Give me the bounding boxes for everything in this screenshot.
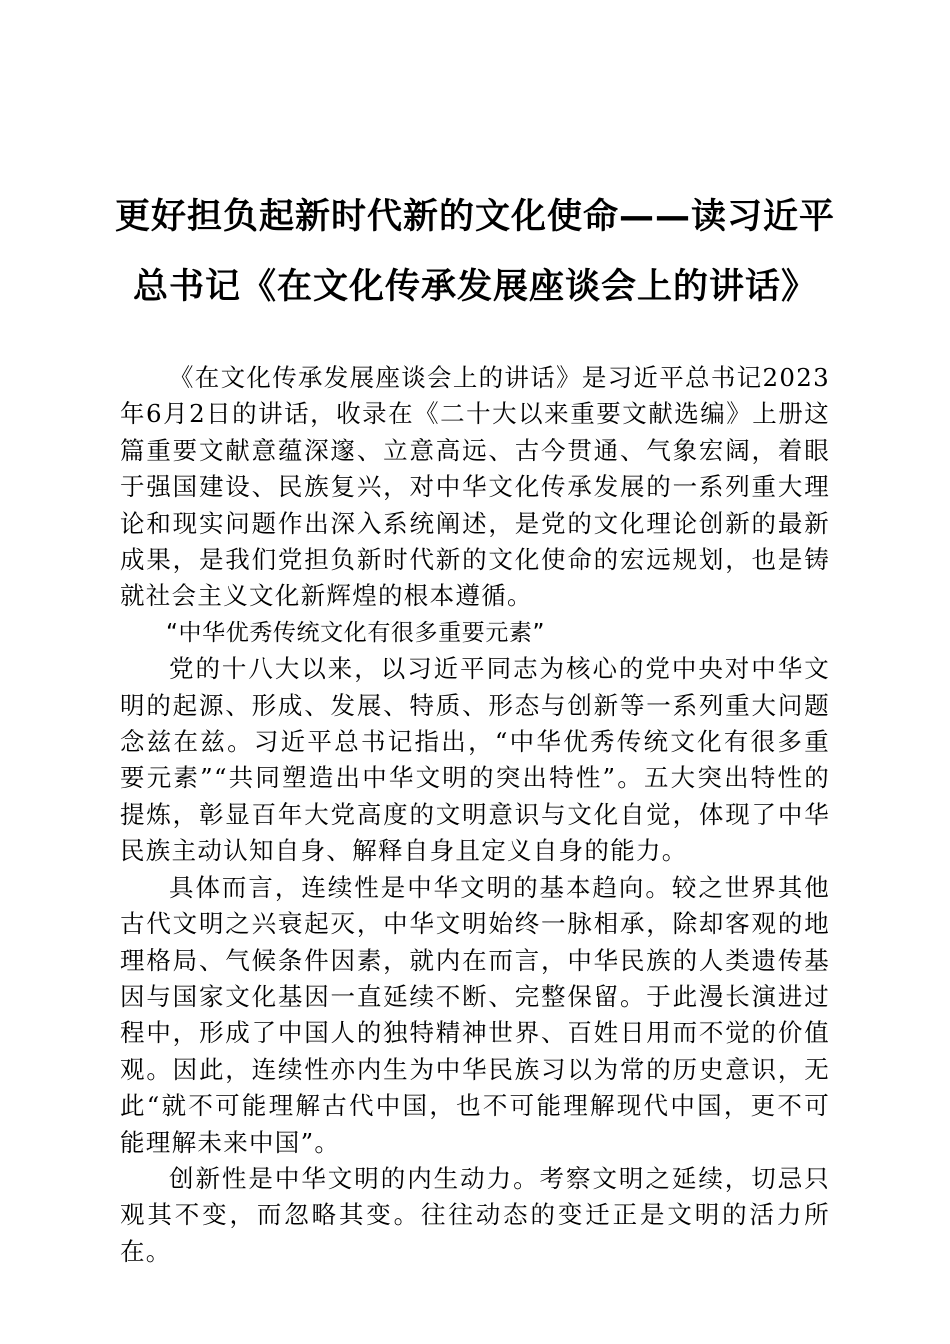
document-title-line-1: 更好担负起新时代新的文化使命——读习近平 <box>114 197 835 237</box>
paragraph-intro: 《在文化传承发展座谈会上的讲话》是习近平总书记2023年6月2日的讲话，收录在《二十大以来重要文献选编》上册这篇重要文献意蕴深邃、立意高远、古今贯通、气象宏阔，着眼于强国建设、民族复兴，对中华文化传承发展的一系列重大理论和现实问题作出深入系统阐述，是党的文化理论创新的最新成果，是我们党担负新时代新的文化使命的宏远规划，也是铸就社会主义文化新辉煌的根本遵循。 <box>120 363 830 611</box>
document-body <box>120 360 830 1270</box>
paragraph-continuity: 具体而言，连续性是中华文明的基本趋向。较之世界其他古代文明之兴衰起灭，中华文明始终一脉相承，除却客观的地理格局、气候条件因素，就内在而言，中华民族的人类遗传基因与国家文化基因一直延续不断、完整保留。于此漫长演进过程中，形成了中国人的独特精神世界、百姓日用而不觉的价值观。因此，连续性亦内生为中华民族习以为常的历史意识，无此“就不可能理解古代中国，也不可能理解现代中国，更不可能理解未来中国”。 <box>120 872 830 1157</box>
paragraph-section-intro: 党的十八大以来，以习近平同志为核心的党中央对中华文明的起源、形成、发展、特质、形态与创新等一系列重大问题念兹在兹。习近平总书记指出，“中华优秀传统文化有很多重要元素”“共同塑造出中华文明的突出特性”。五大突出特性的提炼，彰显百年大党高度的文明意识与文化自觉，体现了中华民族主动认知自身、解释自身且定义自身的能力。 <box>120 654 830 866</box>
section-subheading: “中华优秀传统文化有很多重要元素” <box>166 619 546 646</box>
paragraph-innovation: 创新性是中华文明的内生动力。考察文明之延续，切忌只观其不变，而忽略其变。往往动态的变迁正是文明的活力所在。 <box>120 1163 830 1266</box>
document-title-line-2: 总书记《在文化传承发展座谈会上的讲话》 <box>132 267 817 307</box>
